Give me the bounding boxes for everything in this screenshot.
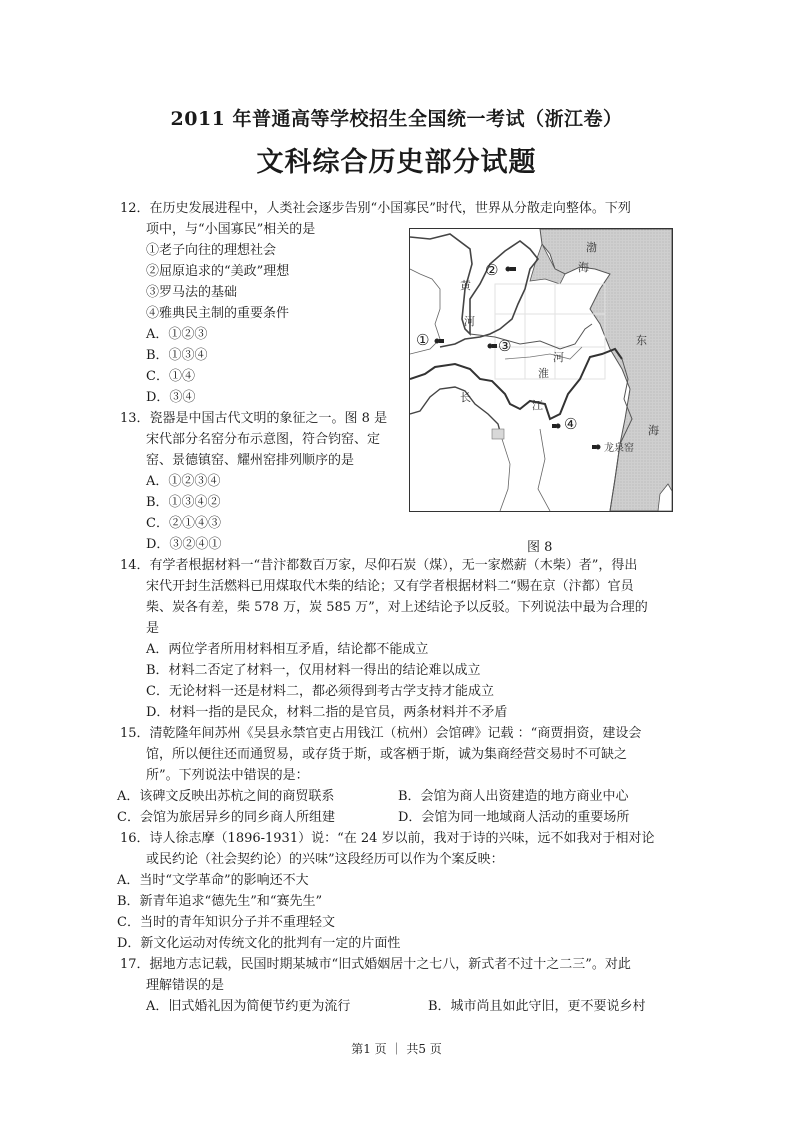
q13-stem-cont-2: 窑、景德镇窑、耀州窑排列顺序的是 — [146, 453, 355, 468]
q16-option-c: C．当时的青年知识分子并不重理轻文 — [117, 915, 335, 930]
map-marker-3: ③ — [498, 337, 512, 355]
q17-stem: 17．据地方志记载，民国时期某城市“旧式婚姻居十之七八，新式者不过十之二三”。对此 — [120, 957, 631, 972]
q12-stem: 12．在历史发展进程中，人类社会逐步告别“小国寡民”时代，世界从分散走向整体。下列 — [120, 201, 631, 216]
q15-option-a: A．该碑文反映出苏杭之间的商贸联系 — [117, 789, 335, 804]
q14-option-a: A．两位学者所用材料相互矛盾，结论都不能成立 — [146, 642, 429, 657]
figure-caption: 图 8 — [527, 540, 553, 555]
map-label-longquan: 龙泉窑 — [604, 443, 634, 454]
q17-option-a: A．旧式婚礼因为简便节约更为流行 — [146, 999, 351, 1014]
q12-item-1: ①老子向往的理想社会 — [146, 243, 277, 258]
q14-stem-cont-2: 柴、炭各有差，柴 578 万，炭 585 万”，对上述结论予以反驳。下列说法中最为合理的 — [146, 600, 648, 615]
document-subtitle: 文科综合历史部分试题 — [256, 147, 537, 178]
q13-option-c: C．②①④③ — [146, 516, 221, 531]
q12-item-3: ③罗马法的基础 — [146, 285, 238, 300]
map-label-dong: 东 — [636, 334, 647, 347]
q12-option-b: B．①③④ — [146, 348, 208, 363]
q17-option-b: B．城市尚且如此守旧，更不要说乡村 — [428, 999, 646, 1014]
map-marker-4: ④ — [564, 415, 578, 433]
q12-option-d: D．③④ — [146, 390, 196, 405]
map-label-hai: 海 — [578, 261, 589, 274]
q16-option-a: A．当时“文学革命”的影响还不大 — [117, 873, 309, 888]
q15-stem-cont-1: 馆，所以便往还而通贸易，或存货于斯，或客栖于斯，诚为集商经营交易时不可缺之 — [146, 747, 628, 762]
q13-option-a: A．①②③④ — [146, 474, 221, 489]
map-marker-1: ① — [416, 331, 430, 349]
q14-stem-cont-3: 是 — [146, 621, 160, 636]
song-kilns-map — [409, 228, 673, 512]
q14-stem: 14．有学者根据材料一“昔汴都数百万家，尽仰石炭（煤），无一家燃薪（木柴）者”，得出 — [120, 558, 638, 573]
map-label-jiang: 江 — [532, 399, 543, 412]
map-label-huang: 黄 — [460, 279, 471, 292]
map-label-chang: 长 — [460, 391, 471, 404]
q15-option-d: D．会馆为同一地域商人活动的重要场所 — [398, 810, 630, 825]
q16-stem: 16．诗人徐志摩（1896-1931）说：“在 24 岁以前，我对于诗的兴味，远不如我对于相对论 — [120, 831, 655, 846]
map-label-hai-east: 海 — [648, 424, 659, 437]
q12-item-2: ②屈原追求的“美政”理想 — [146, 264, 290, 279]
map-marker-2: ② — [485, 261, 499, 279]
map-label-huai-he: 河 — [553, 351, 564, 364]
q15-option-c: C．会馆为旅居异乡的同乡商人所组建 — [117, 810, 335, 825]
q13-stem-cont-1: 宋代部分名窑分布示意图，符合钧窑、定 — [146, 432, 381, 447]
q16-stem-cont: 或民约论（社会契约论）的兴味”这段经历可以作为个案反映： — [146, 852, 504, 867]
document-title: 2011 年普通高等学校招生全国统一考试（浙江卷） — [170, 108, 623, 130]
q14-option-d: D．材料一指的是民众，材料二指的是官员，两条材料并不矛盾 — [146, 705, 508, 720]
q14-stem-cont-1: 宋代开封生活燃料已用煤取代木柴的结论；又有学者根据材料二“赐在京（汴都）官员 — [146, 579, 634, 594]
q12-option-a: A．①②③ — [146, 327, 208, 342]
q15-stem-cont-2: 所”。下列说法中错误的是： — [146, 768, 309, 783]
q13-option-d: D．③②④① — [146, 537, 222, 552]
q14-option-c: C．无论材料一还是材料二，都必须得到考古学支持才能成立 — [146, 684, 494, 699]
q13-stem: 13．瓷器是中国古代文明的象征之一。图 8 是 — [120, 411, 388, 426]
map-label-bo: 渤 — [586, 241, 597, 254]
q15-stem: 15．清乾隆年间苏州《吴县永禁官吏占用钱江（杭州）会馆碑》记载 ：“商贾捐资，建设会 — [120, 726, 642, 741]
q14-option-b: B．材料二否定了材料一，仅用材料一得出的结论难以成立 — [146, 663, 481, 678]
q13-option-b: B．①③④② — [146, 495, 221, 510]
q17-stem-cont: 理解错误的是 — [146, 978, 225, 993]
q15-option-b: B．会馆为商人出资建造的地方商业中心 — [398, 789, 629, 804]
page-footer: 第1 页 ｜ 共5 页 — [351, 1042, 442, 1056]
q16-option-b: B．新青年追求“德先生”和“赛先生” — [117, 894, 323, 909]
q16-option-d: D．新文化运动对传统文化的批判有一定的片面性 — [117, 936, 401, 951]
map-label-he: 河 — [464, 315, 475, 328]
q12-option-c: C．①④ — [146, 369, 195, 384]
q12-stem-cont: 项中，与“小国寡民”相关的是 — [146, 222, 316, 237]
map-label-huai: 淮 — [538, 367, 549, 380]
q12-item-4: ④雅典民主制的重要条件 — [146, 306, 290, 321]
